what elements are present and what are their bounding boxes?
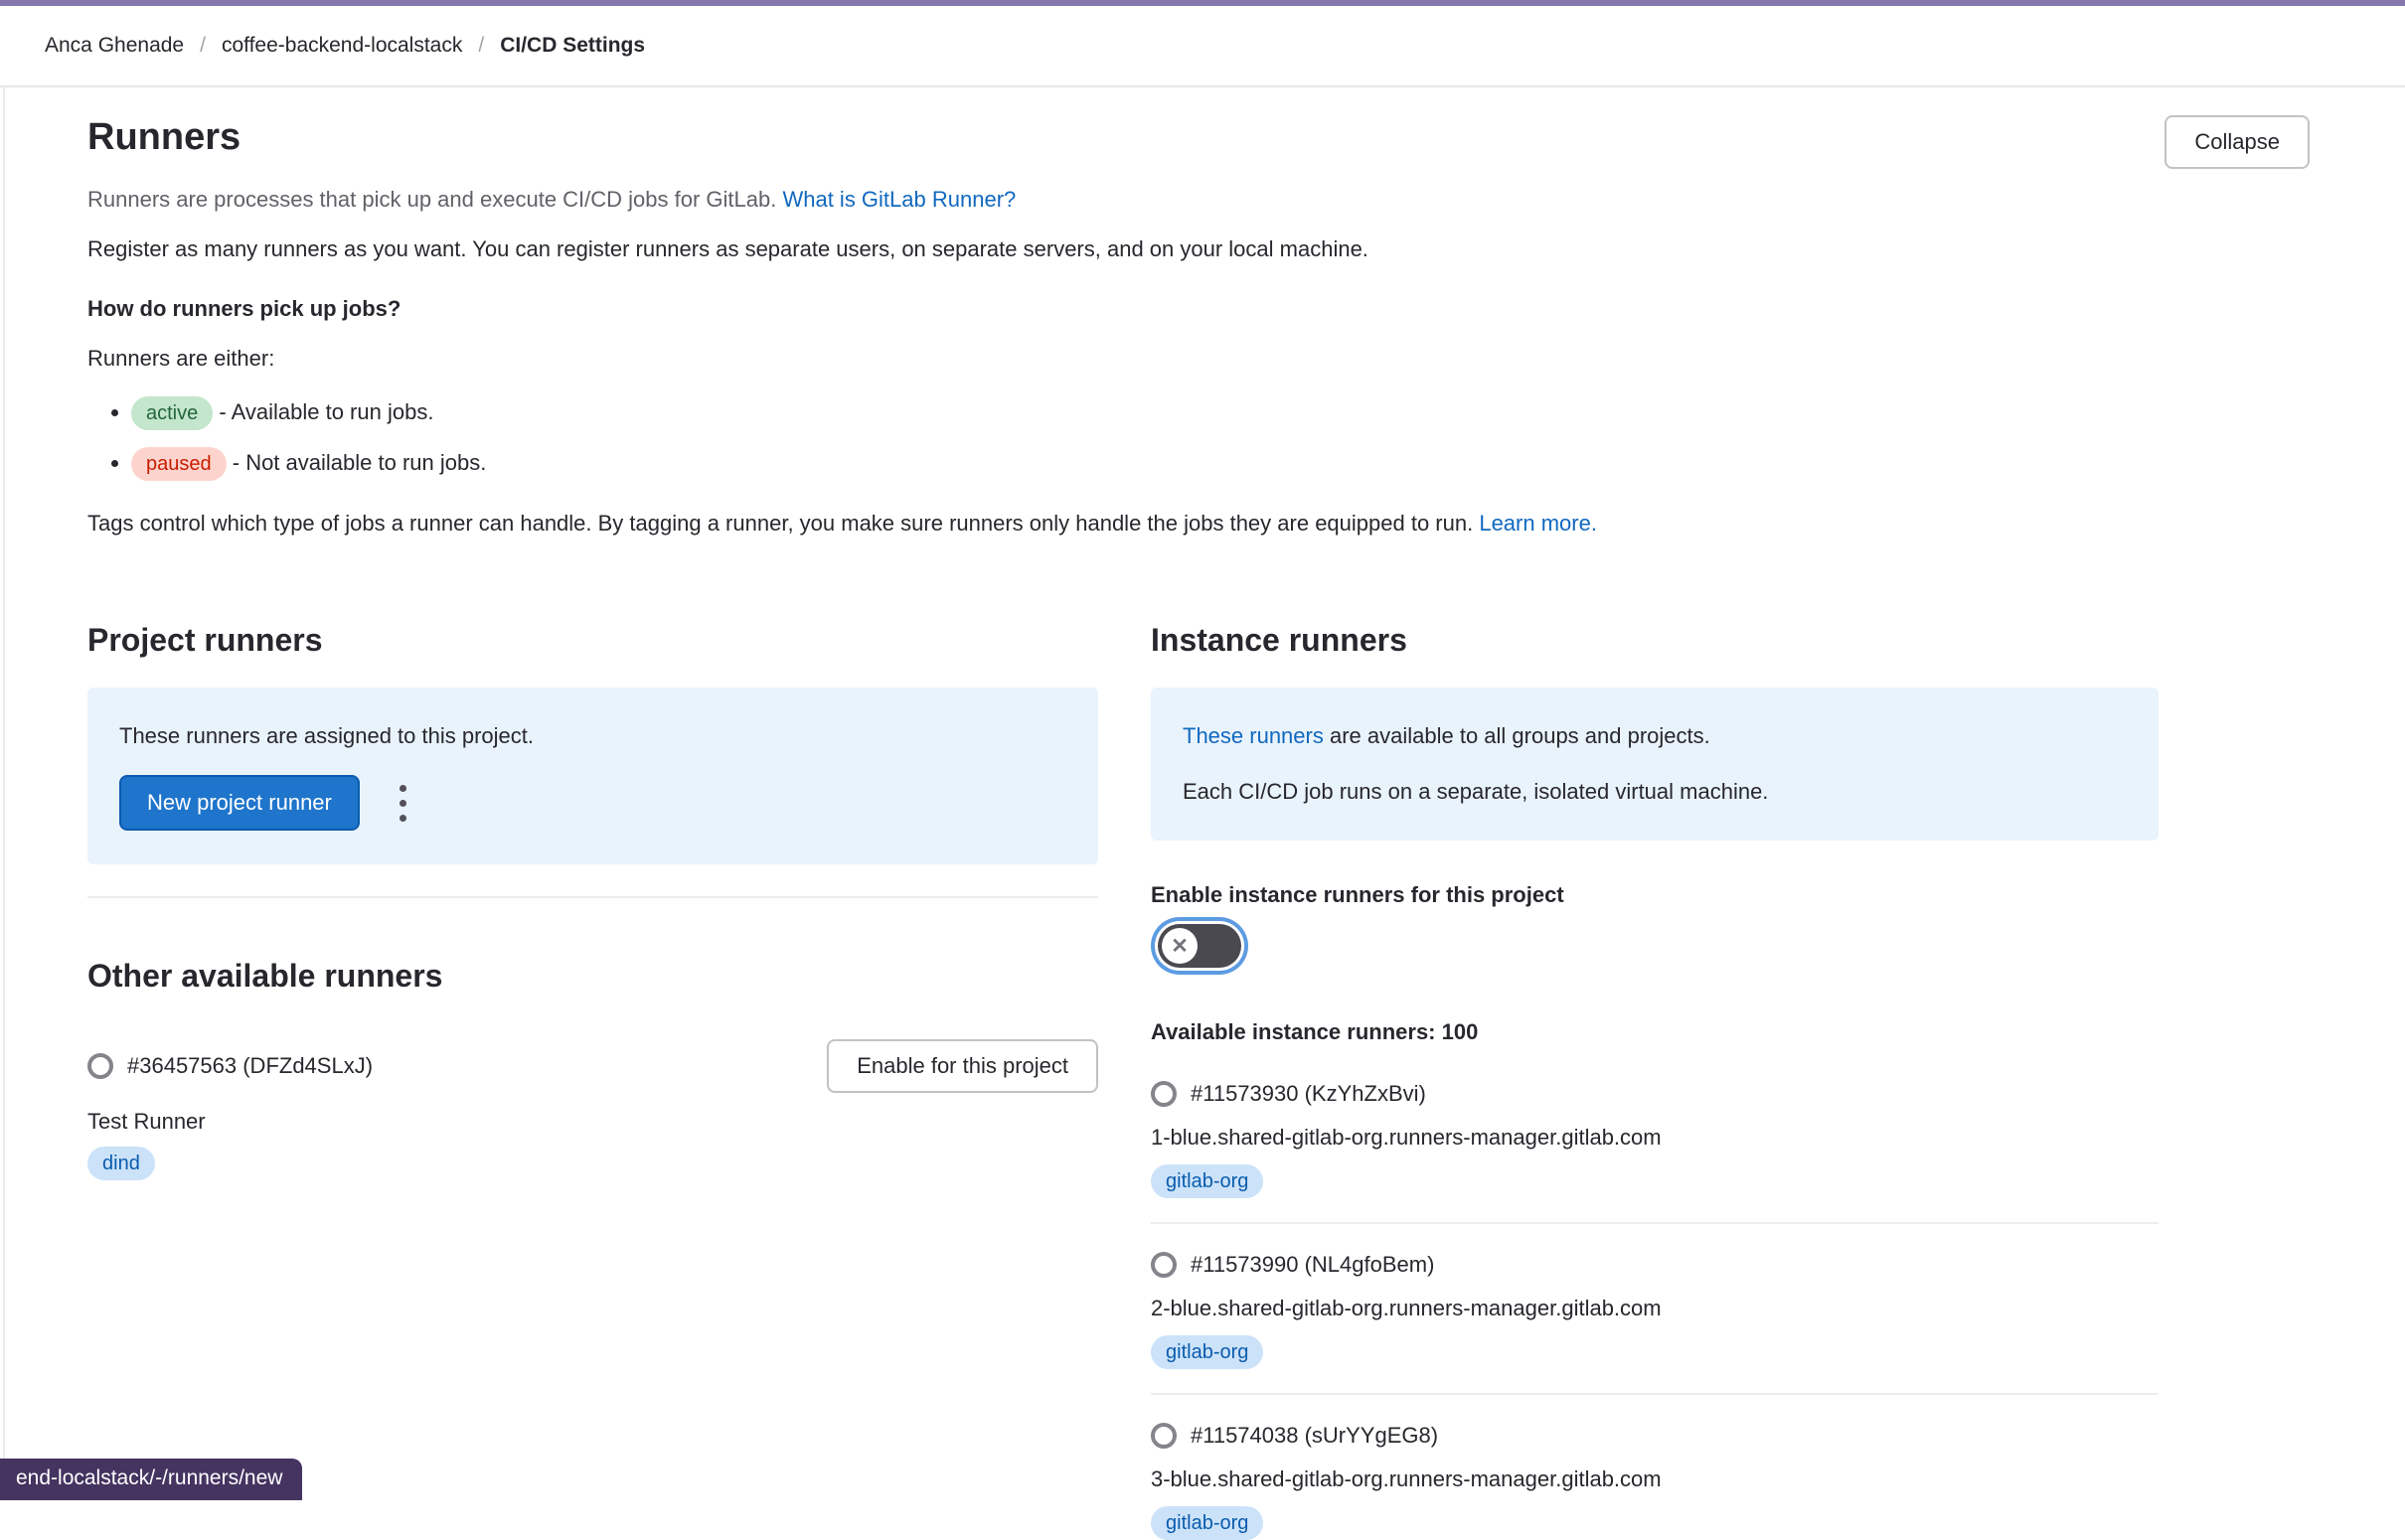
breadcrumb-item-user[interactable]: Anca Ghenade [45,34,185,57]
runner-states-list [87,395,2310,481]
runner-id: #11573930 (KzYhZxBvi) [1191,1081,1426,1107]
breadcrumb-item-project[interactable]: coffee-backend-localstack [221,34,463,57]
section-divider [87,896,1098,898]
runner-tags [87,1147,1098,1180]
breadcrumb-separator: / [200,34,206,57]
learn-more-link[interactable]: Learn more. [1479,511,1597,537]
active-status-badge: active [131,396,213,430]
instance-runner-item [1151,1079,2159,1224]
project-runners-info-box [87,688,1098,864]
collapse-button[interactable]: Collapse [2164,115,2310,169]
project-runner-options-button[interactable] [394,779,412,828]
intro-text-body: Runners are processes that pick up and execute CI/CD jobs for GitLab. [87,187,783,212]
tags-help-body: Tags control which type of jobs a runner can handle. By tagging a runner, you make sure runners only handle the jobs they are equipped to run. [87,511,1480,537]
project-runners-title: Project runners [87,622,323,659]
active-status-text: - Available to run jobs. [219,399,434,424]
breadcrumb-item-current: CI/CD Settings [500,34,646,57]
register-text: Register as many runners as you want. You can register runners as separate users, on separate servers, and on your local machine. [87,236,1368,261]
tag-badge-dind: dind [87,1147,155,1180]
runner-description: Test Runner [87,1109,206,1135]
enable-instance-runners-label: Enable instance runners for this project [1151,882,1564,908]
instance-runners-info-text: are available to all groups and projects. [1323,723,1710,749]
runner-state-item-paused [131,446,2310,481]
paused-status-text: - Not available to run jobs. [232,450,487,476]
runner-host: 1-blue.shared-gitlab-org.runners-manager.gitlab.com [1151,1125,1662,1151]
instance-runners-info-line2: Each CI/CD job runs on a separate, isolated virtual machine. [1183,779,1769,805]
what-is-gitlab-runner-link[interactable]: What is GitLab Runner? [782,187,1017,212]
paused-status-badge: paused [131,447,227,481]
toggle-off-x-icon: ✕ [1171,934,1189,958]
breadcrumb-separator: / [478,34,485,57]
other-runners-title: Other available runners [87,958,443,995]
instance-runners-toggle[interactable] [1158,924,1241,968]
intro-text [87,185,2310,215]
runner-id-group [1151,1250,2159,1280]
enable-for-project-button[interactable]: Enable for this project [827,1039,1098,1093]
page-title: Runners [87,116,241,158]
content-left-border [3,87,5,1500]
project-runners-actions [119,775,1066,831]
project-runners-info-text: These runners are assigned to this project. [119,723,535,749]
tag-badge-gitlab-org: gitlab-org [1151,1164,1263,1198]
runner-id-group [1151,1079,2159,1109]
runner-status-icon [1151,1081,1177,1107]
runner-id: #11573990 (NL4gfoBem) [1191,1252,1435,1278]
runner-tags [1151,1164,2159,1198]
runners-either-text: Runners are either: [87,346,275,371]
instance-runners-title: Instance runners [1151,622,1407,659]
tags-help-text [87,509,2310,539]
these-runners-link[interactable]: These runners [1183,723,1324,749]
new-project-runner-button[interactable]: New project runner [119,775,360,831]
runner-id: #36457563 (DFZd4SLxJ) [127,1053,374,1079]
how-runners-title: How do runners pick up jobs? [87,296,401,321]
instance-runners-info-box [1151,688,2159,841]
instance-runners-column [1151,618,2159,1540]
tag-badge-gitlab-org: gitlab-org [1151,1335,1263,1369]
runners-columns [87,618,2310,1540]
available-instance-runners-label: Available instance runners: 100 [1151,1019,1479,1045]
runner-status-icon [1151,1252,1177,1278]
project-runners-column [87,618,1098,1540]
runner-status-icon [1151,1423,1177,1449]
runner-id-group [1151,1421,2159,1451]
runner-id-group [87,1051,373,1081]
runner-status-icon [87,1053,113,1079]
runners-settings-section [0,115,2405,1540]
runner-tags [1151,1335,2159,1369]
instance-runners-info-line1 [1183,721,2127,751]
tag-badge-gitlab-org: gitlab-org [1151,1506,1263,1540]
section-header [87,115,2310,169]
runner-host: 2-blue.shared-gitlab-org.runners-manager.gitlab.com [1151,1296,1662,1321]
other-runner-row [87,1039,1098,1093]
statusbar-url-preview: end-localstack/-/runners/new [0,1459,302,1500]
toggle-knob [1162,928,1198,964]
runner-id: #11574038 (sUrYYgEG8) [1191,1423,1439,1449]
breadcrumb [0,6,2405,87]
kebab-icon [400,785,406,822]
runner-state-item-active [131,395,2310,430]
runner-tags [1151,1506,2159,1540]
instance-runner-item [1151,1250,2159,1395]
runner-host: 3-blue.shared-gitlab-org.runners-manager.gitlab.com [1151,1466,1662,1492]
instance-runner-item [1151,1421,2159,1540]
